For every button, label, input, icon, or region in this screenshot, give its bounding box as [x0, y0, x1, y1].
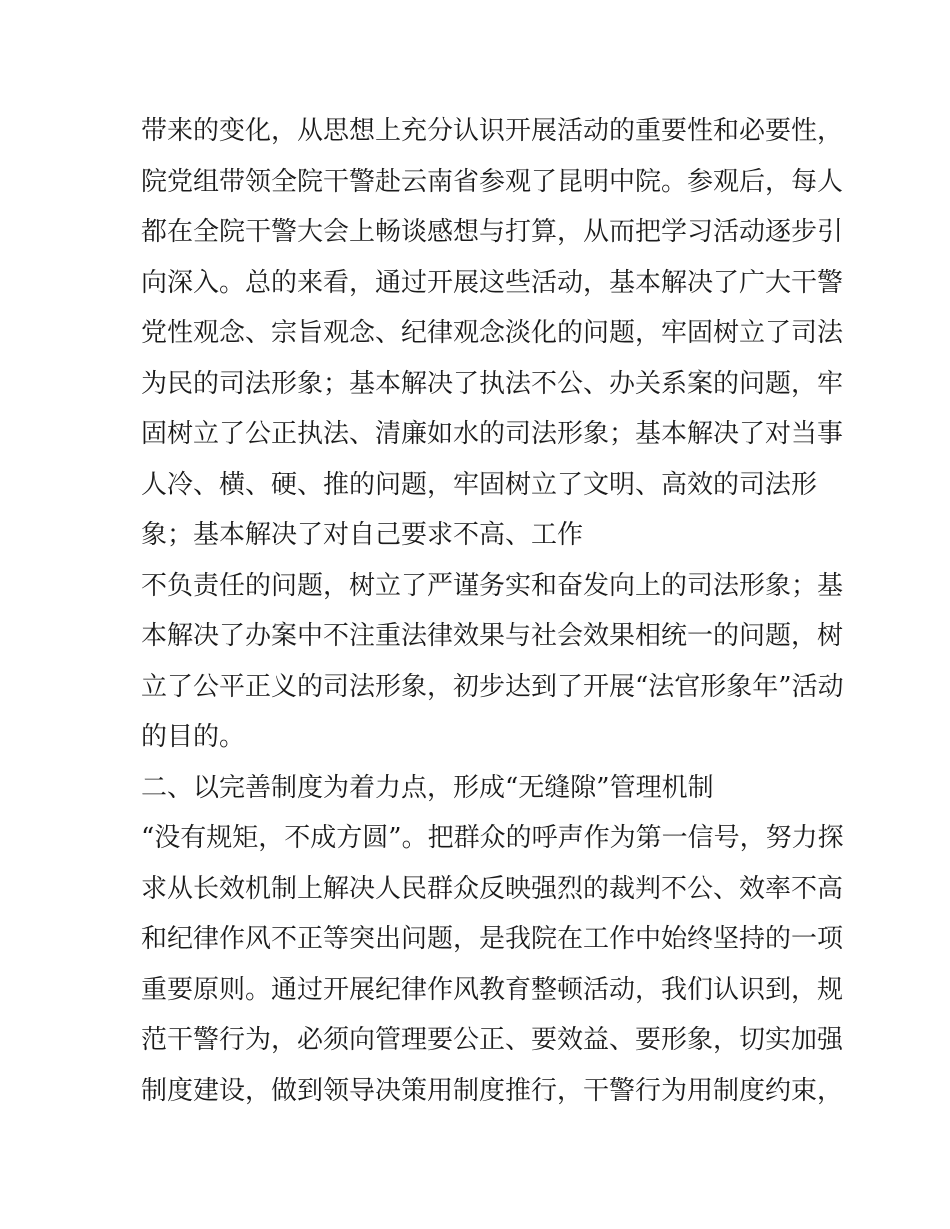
- section-heading: 二、以完善制度为着力点，形成“无缝隙”管理机制: [141, 772, 714, 803]
- text-line: 向深入。总的来看，通过开展这些活动，基本解决了广大干警: [141, 267, 844, 298]
- text-line: 的目的。: [141, 722, 246, 752]
- text-line: 院党组带领全院干警赴云南省参观了昆明中院。参观后，每人: [141, 166, 844, 197]
- text-line: 本解决了办案中不注重法律效果与社会效果相统一的问题，树: [141, 621, 844, 651]
- text-line: 范干警行为，必须向管理要公正、要效益、要形象，切实加强: [141, 1025, 844, 1055]
- text-line: 带来的变化，从思想上充分认识开展活动的重要性和必要性，: [141, 116, 844, 146]
- text-line: 象；基本解决了对自己要求不高、工作: [141, 520, 584, 550]
- text-line: 党性观念、宗旨观念、纪律观念淡化的问题，牢固树立了司法: [141, 318, 844, 348]
- text-line: 制度建设，做到领导决策用制度推行，干警行为用制度约束，: [141, 1075, 844, 1106]
- text-line: 立了公平正义的司法形象，初步达到了开展“法官形象年”活动: [141, 671, 844, 702]
- text-line: 都在全院干警大会上畅谈感想与打算，从而把学习活动逐步引: [141, 217, 844, 247]
- text-line: 求从长效机制上解决人民群众反映强烈的裁判不公、效率不高: [141, 873, 844, 904]
- text-line: 人冷、横、硬、推的问题，牢固树立了文明、高效的司法形: [141, 469, 818, 500]
- text-line: “没有规矩，不成方圆”。把群众的呼声作为第一信号，努力探: [141, 823, 844, 853]
- text-line: 和纪律作风不正等突出问题，是我院在工作中始终坚持的一项: [141, 924, 844, 954]
- body-text: [141, 106, 844, 1116]
- text-line: 为民的司法形象；基本解决了执法不公、办关系案的问题，牢: [141, 368, 844, 399]
- text-line: 重要原则。通过开展纪律作风教育整顿活动，我们认识到，规: [141, 974, 844, 1005]
- text-line: 不负责任的问题，树立了严谨务实和奋发向上的司法形象；基: [141, 570, 844, 601]
- text-line: 固树立了公正执法、清廉如水的司法形象；基本解决了对当事: [141, 419, 844, 449]
